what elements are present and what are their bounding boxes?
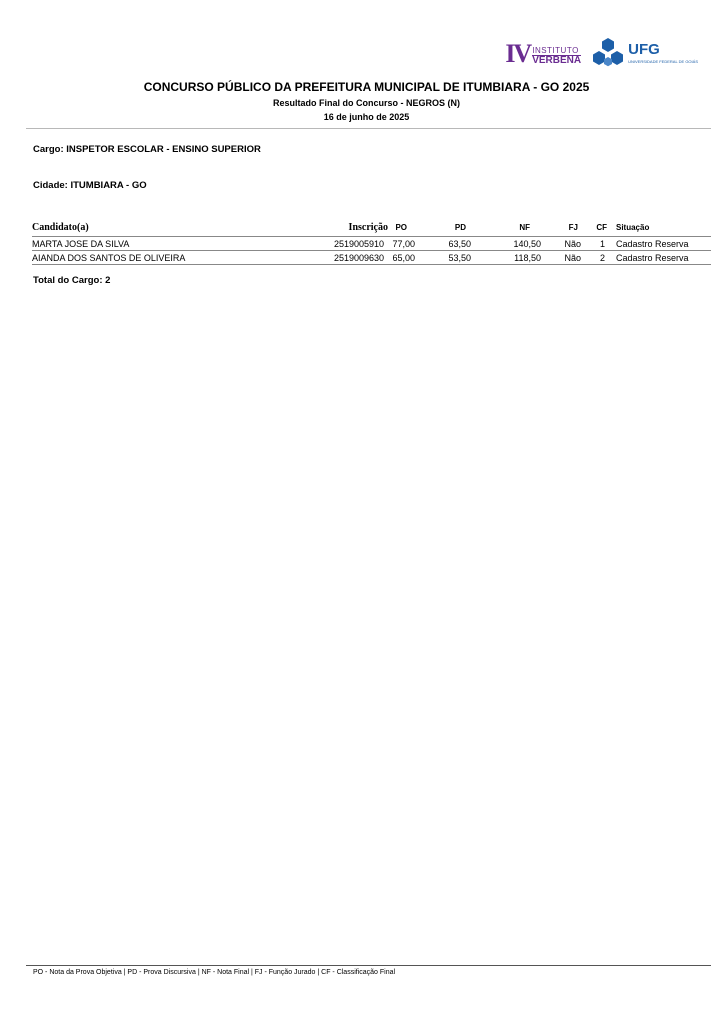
header-pd: PD bbox=[454, 223, 466, 232]
cell-situacao: Cadastro Reserva bbox=[616, 253, 689, 263]
cell-cf: 2 bbox=[599, 253, 605, 263]
header-logos bbox=[505, 37, 698, 71]
table-row bbox=[32, 251, 711, 265]
ufg-hexagon-icon bbox=[591, 37, 625, 71]
cell-inscricao: 2519005910 bbox=[333, 239, 384, 249]
header-po: PO bbox=[395, 223, 407, 232]
cidade-label: Cidade: ITUMBIARA - GO bbox=[33, 180, 147, 191]
cell-pd: 63,50 bbox=[448, 239, 471, 249]
footer-legend: PO - Nota da Prova Objetiva | PD - Prova Discursiva | NF - Nota Final | FJ - Função Jurado | CF - Classificação Final bbox=[33, 969, 396, 976]
cell-po: 65,00 bbox=[392, 253, 415, 263]
cell-cf: 1 bbox=[599, 239, 605, 249]
cargo-label: Cargo: INSPETOR ESCOLAR - ENSINO SUPERIOR bbox=[33, 144, 261, 155]
iv-logo-top-text: INSTITUTO bbox=[532, 46, 579, 55]
cell-nome: MARTA JOSE DA SILVA bbox=[32, 239, 130, 249]
iv-logo-bottom-text: VERBENA bbox=[532, 55, 582, 66]
cell-fj: Não bbox=[564, 253, 581, 263]
ufg-logo bbox=[591, 37, 698, 71]
ufg-logo-subtitle: UNIVERSIDADE FEDERAL DE GOIÁS bbox=[628, 59, 698, 64]
footer-divider bbox=[26, 965, 711, 966]
header-fj: FJ bbox=[568, 223, 578, 232]
cell-pd: 53,50 bbox=[448, 253, 471, 263]
cell-situacao: Cadastro Reserva bbox=[616, 239, 689, 249]
cell-inscricao: 2519009630 bbox=[333, 253, 384, 263]
header-situacao: Situação bbox=[616, 223, 650, 232]
header-inscricao: Inscrição bbox=[348, 222, 388, 233]
cell-nf: 140,50 bbox=[513, 239, 541, 249]
results-table bbox=[32, 221, 711, 265]
cell-nome: AIANDA DOS SANTOS DE OLIVEIRA bbox=[32, 253, 186, 263]
table-header-row bbox=[32, 221, 711, 237]
table-row bbox=[32, 237, 711, 251]
iv-mark: IV bbox=[505, 39, 531, 68]
document-subtitle: Resultado Final do Concurso - NEGROS (N) bbox=[272, 98, 460, 108]
cell-fj: Não bbox=[564, 239, 581, 249]
header-nf: NF bbox=[519, 223, 530, 232]
header-divider bbox=[26, 128, 711, 129]
document-title: CONCURSO PÚBLICO DA PREFEITURA MUNICIPAL DE ITUMBIARA - GO 2025 bbox=[143, 80, 590, 94]
total-do-cargo: Total do Cargo: 2 bbox=[33, 275, 111, 286]
document-date: 16 de junho de 2025 bbox=[323, 112, 410, 122]
cell-po: 77,00 bbox=[392, 239, 415, 249]
instituto-verbena-logo bbox=[505, 39, 582, 68]
header-cf: CF bbox=[596, 223, 607, 232]
header-candidato: Candidato(a) bbox=[32, 222, 89, 233]
cell-nf: 118,50 bbox=[514, 253, 541, 263]
ufg-logo-name: UFG bbox=[628, 41, 660, 58]
